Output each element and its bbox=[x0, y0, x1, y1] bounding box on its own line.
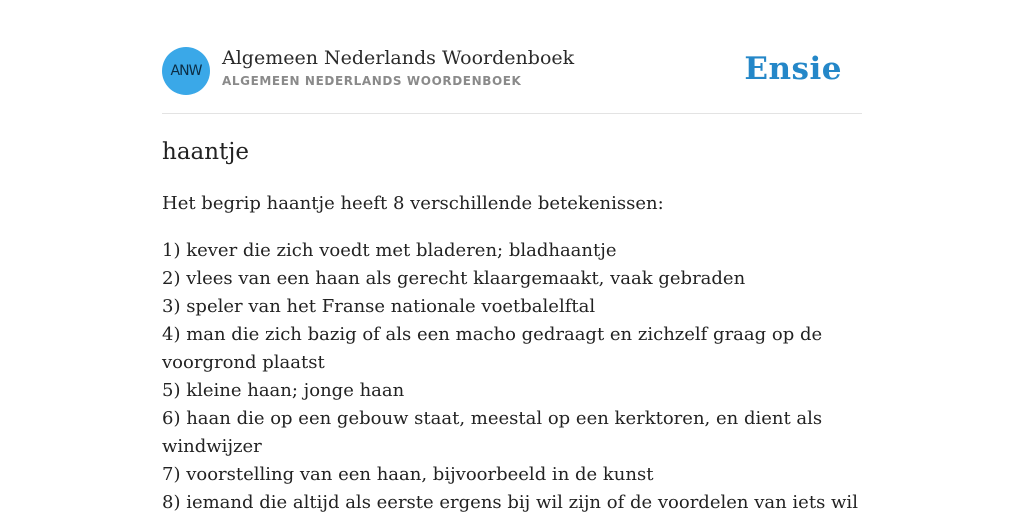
meaning-item: 4) man die zich bazig of als een macho gedraagt en zichzelf graag op de voorgrond plaatst bbox=[162, 324, 823, 373]
entry-word: haantje bbox=[162, 139, 250, 165]
anw-logo[interactable]: ANW bbox=[162, 47, 210, 95]
dictionary-title[interactable]: Algemeen Nederlands Woordenboek bbox=[222, 47, 575, 69]
meaning-item: 8) iemand die altijd als eerste ergens bij wil zijn of de voordelen van iets wil bbox=[162, 492, 858, 512]
meaning-item: 3) speler van het Franse nationale voetbalelftal bbox=[162, 296, 596, 317]
meaning-item: 7) voorstelling van een haan, bijvoorbeeld in de kunst bbox=[162, 464, 654, 485]
dictionary-subtitle: ALGEMEEN NEDERLANDS WOORDENBOEK bbox=[222, 74, 522, 88]
entry-intro: Het begrip haantje heeft 8 verschillende betekenissen: bbox=[162, 193, 664, 214]
ensie-logo[interactable]: Ensie bbox=[744, 51, 842, 87]
meanings-list bbox=[162, 237, 862, 512]
site-header bbox=[162, 0, 862, 114]
page-container bbox=[162, 0, 862, 512]
meaning-item: 1) kever die zich voedt met bladeren; bladhaantje bbox=[162, 240, 617, 261]
meaning-item: 6) haan die op een gebouw staat, meestal op een kerktoren, en dient als windwijzer bbox=[162, 408, 823, 457]
meaning-item: 2) vlees van een haan als gerecht klaargemaakt, vaak gebraden bbox=[162, 268, 746, 289]
meaning-item: 5) kleine haan; jonge haan bbox=[162, 380, 405, 401]
